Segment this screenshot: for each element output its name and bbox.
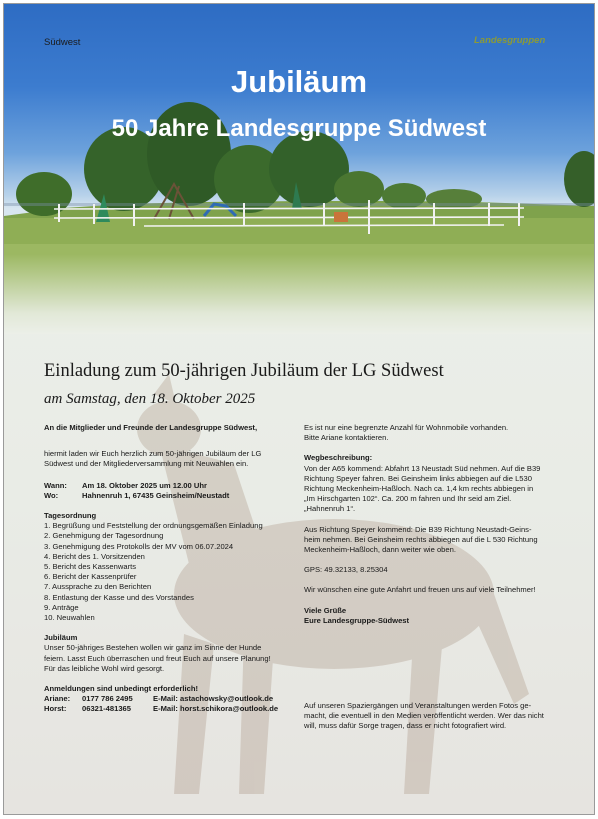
camper-note: Es ist nur eine begrenzte Anzahl für Wohnmobile vorhanden. [304, 423, 509, 432]
closing-wish: Wir wünschen eine gute Anfahrt und freuen uns auf viele Teilnehmer! [304, 585, 536, 595]
agenda-item: 10. Neuwahlen [44, 613, 95, 623]
contact-row [44, 694, 294, 704]
agenda-item: 7. Aussprache zu den Berichten [44, 582, 152, 592]
agenda-list [44, 521, 294, 623]
event-date-line: am Samstag, den 18. Oktober 2025 [44, 391, 256, 407]
hero-fade [4, 254, 594, 334]
jubilee-text: Für das leibliche Wohl wird gesorgt. [44, 663, 165, 673]
photo-notice-line: will, muss dafür Sorge tragen, dass er nicht fotografiert wird. [304, 721, 507, 731]
hero-title: Jubiläum [230, 64, 368, 99]
jubilee-text: feiern. Lasst Euch überraschen und freut Euch auf unsere Planung! [44, 653, 271, 663]
contact-name: Horst: [44, 704, 67, 714]
when-row [44, 481, 294, 491]
contact-phone: 06321-481365 [82, 704, 131, 714]
hero-photo [4, 4, 594, 334]
agenda-item: 4. Bericht des 1. Vorsitzenden [44, 551, 145, 561]
contact-row [44, 704, 294, 714]
contact-phone: 0177 786 2495 [82, 694, 133, 704]
signature: Eure Landesgruppe-Südwest [304, 615, 410, 625]
route-line: Richtung Speyer fahren. Bei Geinsheim links abbiegen auf die L530 [304, 473, 532, 483]
where-row [44, 491, 294, 501]
route-line: heim nehmen. Bei Geinsheim rechts abbiegen auf die L 530 Richtung [304, 534, 538, 544]
where-value: Hahnenruh 1, 67435 Geinsheim/Neustadt [82, 490, 230, 500]
jubilee-text: Unser 50-jähriges Bestehen wollen wir ganz im Sinne der Hunde [44, 643, 262, 653]
contact-email: E-Mail: astachowsky@outlook.de [153, 694, 274, 704]
left-column [44, 423, 294, 715]
right-column [304, 423, 564, 626]
intro-line: hiermit laden wir Euch herzlich zum 50-jährigen Jubiläum der LG [44, 449, 262, 459]
agenda-item: 8. Entlastung der Kasse und des Vorstandes [44, 592, 194, 602]
agenda-item: 2. Genehmigung der Tagesordnung [44, 531, 164, 541]
route-line: Richtung Meckenheim-Haßloch. Nach ca. 1,4 km rechts abbiegen in [304, 484, 534, 494]
route-title: Wegbeschreibung: [304, 453, 373, 463]
photo-notice [304, 701, 564, 732]
photo-notice-line: Auf unseren Spaziergängen und Veranstaltungen werden Fotos ge- [304, 701, 532, 710]
hero-subtitle: 50 Jahre Landesgruppe Südwest [111, 115, 487, 142]
gps-coordinates: GPS: 49.32133, 8.25304 [304, 565, 388, 575]
header-brand-label: Landesgruppen [474, 35, 546, 46]
registration-title: Anmeldungen sind unbedingt erforderlich! [44, 684, 198, 694]
header-region-label: Südwest [44, 37, 81, 48]
agenda-item: 6. Bericht der Kassenprüfer [44, 572, 137, 582]
contact-email: E-Mail: horst.schikora@outlook.de [153, 704, 279, 714]
route-line: Meckenheim-Haßloch, dann weiter wie oben. [304, 545, 456, 555]
greeting: Viele Grüße [304, 605, 347, 615]
when-label: Wann: [44, 480, 67, 490]
agenda-item: 5. Bericht des Kassenwarts [44, 562, 137, 572]
intro-line: Südwest und der Mitgliederversammlung mit Neuwahlen ein. [44, 459, 249, 469]
agenda-item: 1. Begrüßung und Feststellung der ordnungsgemäßen Einladung [44, 521, 263, 531]
route-line: Von der A65 kommend: Abfahrt 13 Neustadt Süd nehmen. Auf die B39 [304, 463, 541, 473]
where-label: Wo: [44, 490, 59, 500]
flyer-page [3, 3, 595, 815]
route-line: „Hahnenruh 1“. [304, 504, 356, 514]
route-line: Aus Richtung Speyer kommend: Die B39 Richtung Neustadt-Geins- [304, 524, 532, 534]
jubilee-title: Jubiläum [44, 633, 78, 643]
when-value: Am 18. Oktober 2025 um 12.00 Uhr [82, 480, 207, 490]
agenda-title: Tagesordnung [44, 511, 97, 521]
agenda-item: 9. Anträge [44, 602, 79, 612]
agenda-item: 3. Genehmigung des Protokolls der MV vom 06.07.2024 [44, 541, 234, 551]
salutation: An die Mitglieder und Freunde der Landesgruppe Südwest, [44, 423, 258, 432]
contact-name: Ariane: [44, 694, 71, 704]
photo-notice-line: macht, die eventuell in den Medien veröffentlicht werden. Wer das nicht [304, 711, 544, 721]
camper-note: Bitte Ariane kontaktieren. [304, 433, 389, 443]
route-line: „Im Hirschgarten 102“. Ca. 200 m fahren und Ihr seid am Ziel. [304, 494, 512, 504]
invitation-heading: Einladung zum 50-jährigen Jubiläum der LG Südwest [44, 361, 444, 381]
